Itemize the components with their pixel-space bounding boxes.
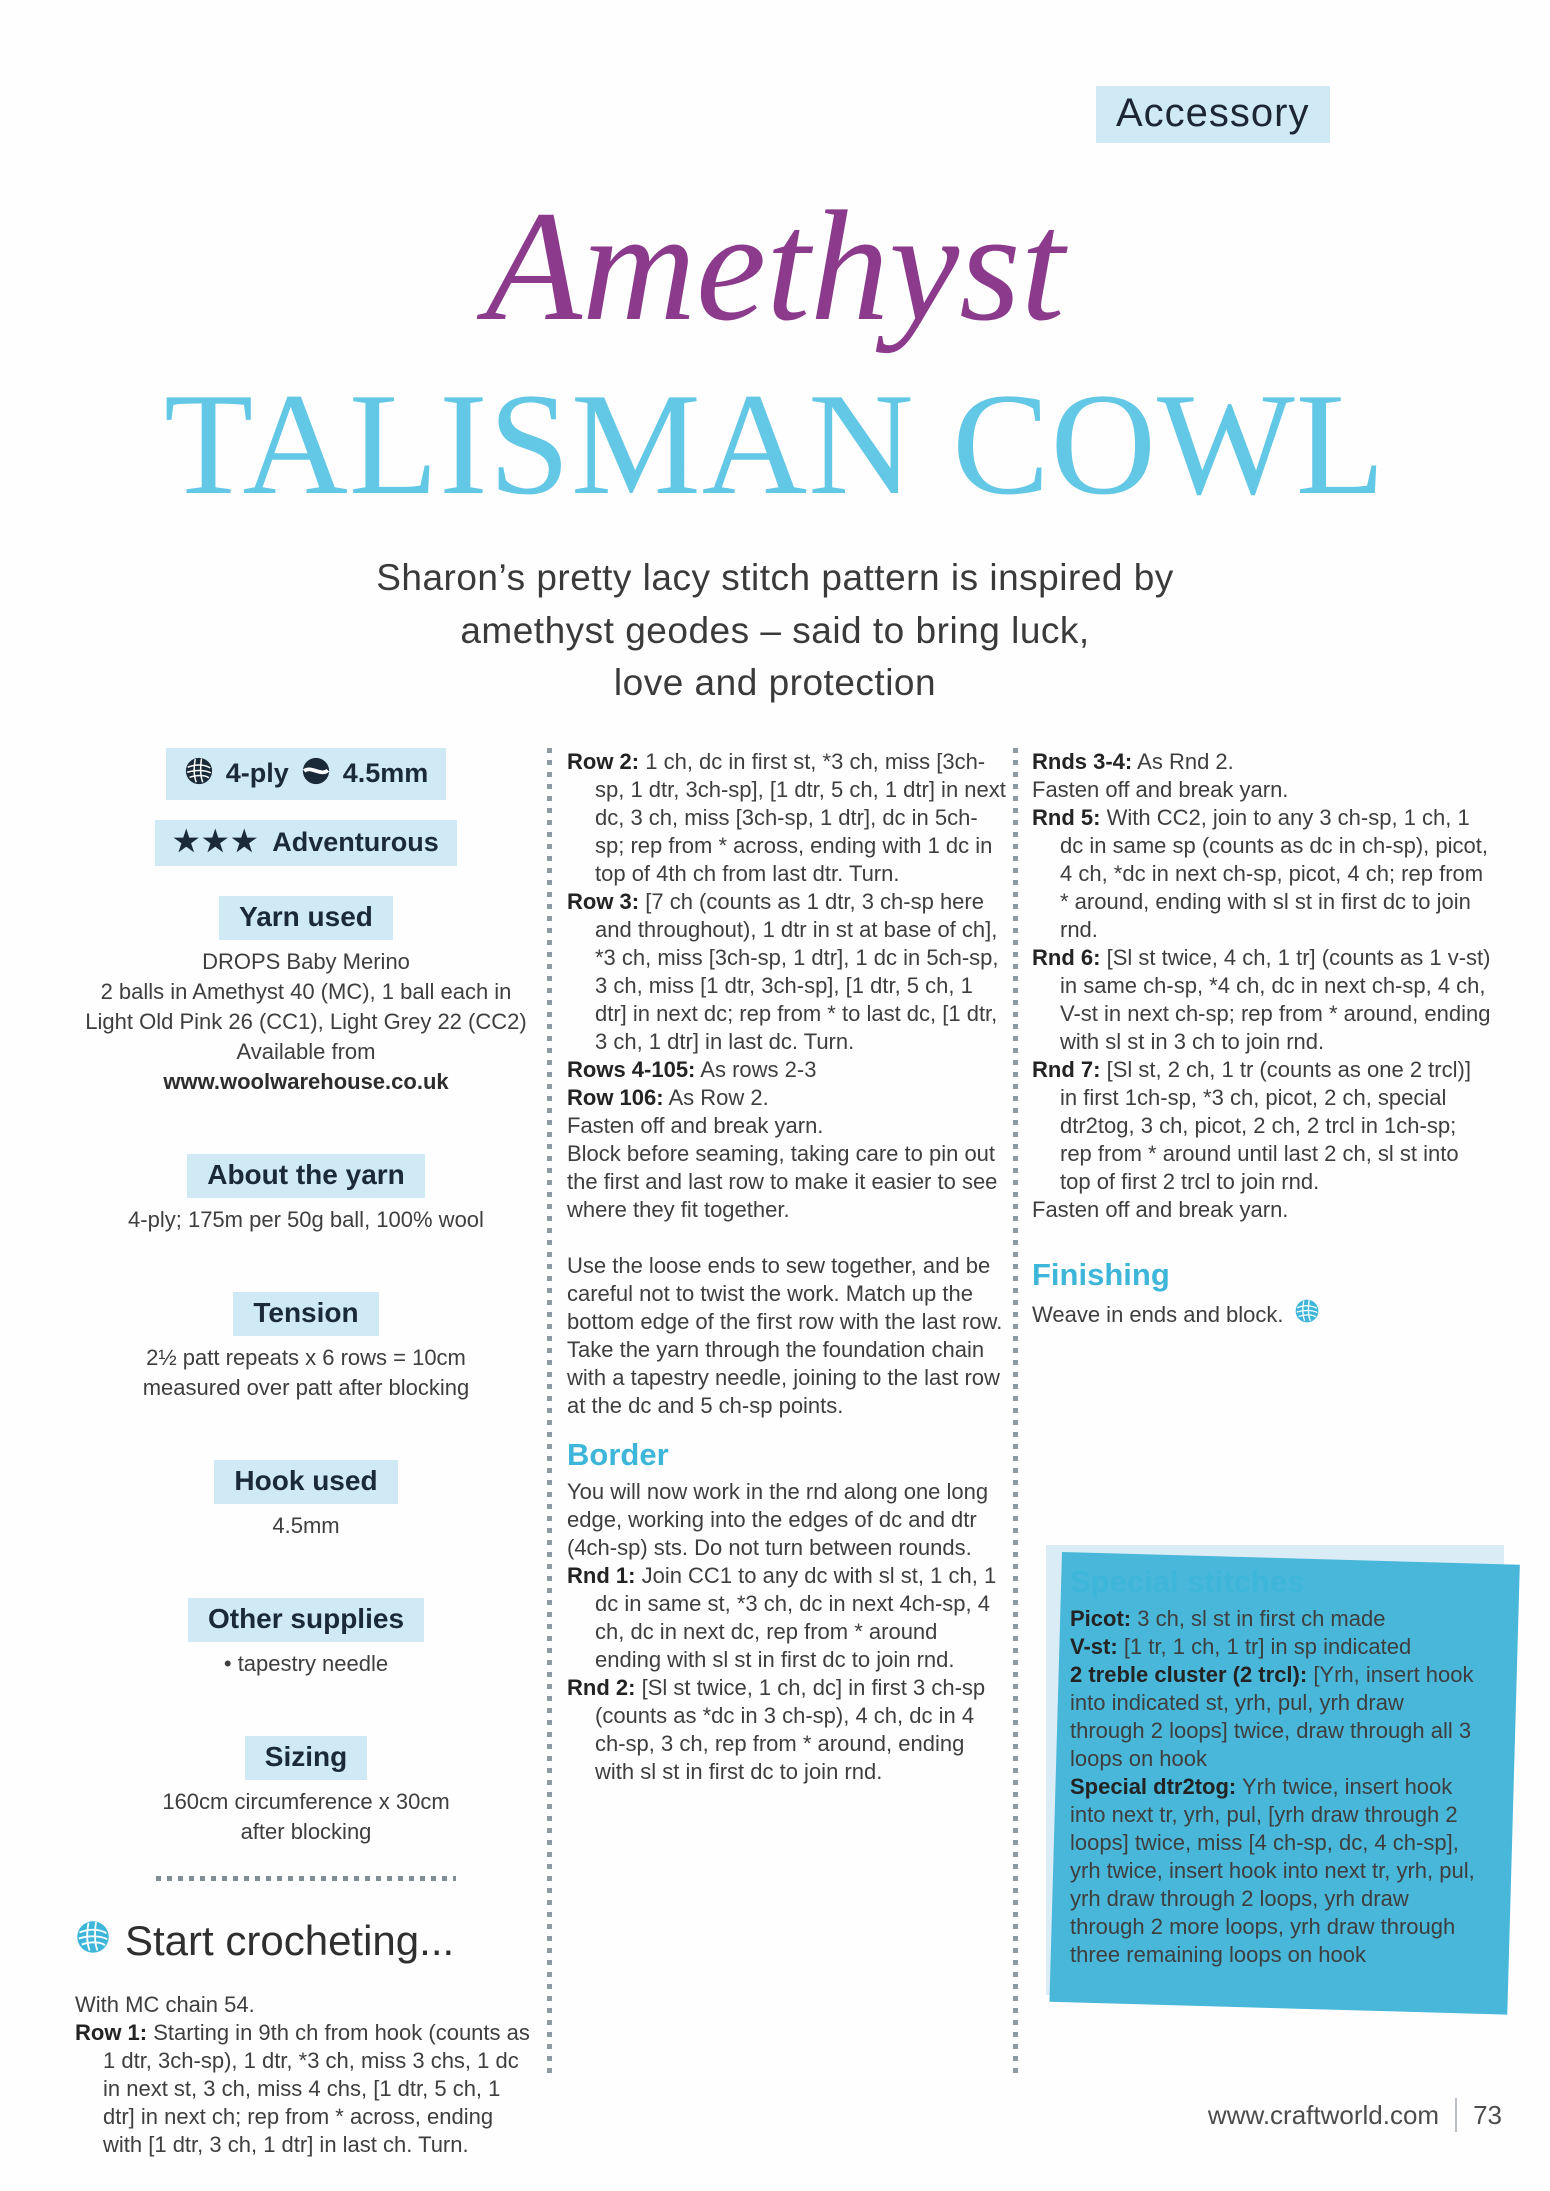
hook-used-text: 4.5mm bbox=[272, 1513, 340, 1538]
round-text: With CC2, join to any 3 ch-sp, 1 ch, 1 dc in same sp (counts as dc in ch-sp), picot, 4 ch, *dc in next ch-sp, picot, 4 ch; rep from * around, ending with sl st in first dc to join rnd. bbox=[1060, 805, 1488, 942]
round-label: Rnd 2: bbox=[567, 1675, 636, 1701]
pattern-paragraph bbox=[567, 888, 1007, 1056]
info-column bbox=[75, 748, 537, 2159]
star-icons: ★★★ bbox=[173, 826, 261, 858]
start-crocheting-heading bbox=[75, 1917, 537, 1965]
round-text: As Rnd 2. bbox=[1137, 749, 1234, 774]
stitch-label: Special dtr2tog: bbox=[1070, 1774, 1237, 1800]
round-label: Rnd 6: bbox=[1032, 945, 1101, 970]
yarn-line: Light Old Pink 26 (CC1), Light Grey 22 (CC2) bbox=[85, 1009, 527, 1034]
dotted-divider bbox=[156, 1876, 456, 1881]
section-heading-sizing: Sizing bbox=[245, 1736, 367, 1780]
stitch-text: Yrh twice, insert hook into next tr, yrh, pul, [yrh draw through 2 loops] twice, miss [4 ch-sp, dc, 4 ch-sp], yrh twice, insert hook into next tr, yrh, pul, yrh draw through 2 loops, yrh draw through 2 more loops, yrh draw through three remaining loops on hook bbox=[1070, 1774, 1475, 1968]
section-heading-other-supplies: Other supplies bbox=[188, 1598, 424, 1642]
column-divider bbox=[1013, 748, 1018, 2080]
bullet-icon: • bbox=[223, 1651, 232, 1676]
special-stitches-box bbox=[1046, 1545, 1504, 1995]
column-divider bbox=[547, 748, 552, 2080]
row-label: Rows 4-105: bbox=[567, 1057, 696, 1082]
yarn-line: 2 balls in Amethyst 40 (MC), 1 ball each in bbox=[100, 979, 512, 1004]
tension-line: measured over patt after blocking bbox=[142, 1375, 470, 1400]
row-text: Starting in 9th ch from hook (counts as 1 dtr, 3ch-sp), 1 dtr, *3 ch, miss 3 chs, 1 dc in next st, 3 ch, miss 4 chs, [1 dtr, 5 ch, 1 dtr] in next ch; rep from * across, ending with [1 dtr, 3 ch, 1 dtr] in last ch. Turn. bbox=[103, 2020, 530, 2158]
row-label: Row 2: bbox=[567, 749, 640, 774]
start-crocheting-label: Start crocheting... bbox=[125, 1917, 455, 1964]
round-text: [Sl st twice, 1 ch, dc] in first 3 ch-sp (counts as *dc in 3 ch-sp), 4 ch, dc in 4 ch-sp, 3 ch, rep from * around, ending with sl st in first dc to join rnd. bbox=[595, 1675, 986, 1785]
row-text: As Row 2. bbox=[668, 1085, 769, 1110]
difficulty-badge bbox=[155, 820, 457, 866]
subtitle bbox=[0, 552, 1550, 710]
pattern-paragraph: Fasten off and break yarn. bbox=[1032, 777, 1289, 802]
section-heading-about-yarn: About the yarn bbox=[187, 1154, 425, 1198]
row-text: As rows 2-3 bbox=[700, 1057, 817, 1082]
pattern-paragraph: Fasten off and break yarn. bbox=[1032, 1197, 1289, 1222]
sizing-line: 160cm circumference x 30cm bbox=[162, 1789, 450, 1814]
section-heading-tension: Tension bbox=[233, 1292, 378, 1336]
round-label: Rnd 1: bbox=[567, 1563, 636, 1589]
yarn-weight-badge bbox=[166, 748, 447, 800]
special-stitches-heading: Special stitches bbox=[1070, 1564, 1305, 1599]
pattern-paragraph bbox=[75, 2019, 537, 2159]
pattern-paragraph bbox=[567, 1084, 1007, 1112]
round-text: [Sl st twice, 4 ch, 1 tr] (counts as 1 v-st) in same ch-sp, *4 ch, dc in next ch-sp, 4 ch, V-st in next ch-sp; rep from * around, ending with sl st in 3 ch to join rnd. bbox=[1060, 945, 1491, 1054]
sizing-line: after blocking bbox=[240, 1819, 372, 1844]
round-label: Rnd 5: bbox=[1032, 805, 1101, 830]
row-label: Row 106: bbox=[567, 1085, 664, 1110]
hook-size-label: 4.5mm bbox=[342, 758, 429, 788]
pattern-paragraph: Block before seaming, taking care to pin out the first and last row to make it easier to see where they fit together. bbox=[567, 1141, 998, 1222]
stitch-label: Picot: bbox=[1070, 1606, 1132, 1632]
yarn-line: DROPS Baby Merino bbox=[202, 949, 410, 974]
pattern-paragraph: Use the loose ends to sew together, and be careful not to twist the work. Match up the bottom edge of the first row with the last row. Take the yarn through the foundation chain with a tapestry needle, joining to the last row at the dc and 5 ch-sp points. bbox=[567, 1253, 1003, 1418]
finishing-text: Weave in ends and block. bbox=[1032, 1301, 1284, 1327]
footer-divider bbox=[1455, 2098, 1457, 2132]
yarn-used-info bbox=[75, 948, 537, 1096]
round-text: [Sl st, 2 ch, 1 tr (counts as one 2 trcl)] in first 1ch-sp, *3 ch, picot, 2 ch, special dtr2tog, 3 ch, picot, 2 ch, 2 trcl in 1ch-sp; rep from * around until last 2 ch, sl st into top of first 2 trcl to join rnd. bbox=[1060, 1057, 1471, 1194]
pattern-paragraph: You will now work in the rnd along one long edge, working into the edges of dc and dtr (4ch-sp) sts. Do not turn between rounds. bbox=[567, 1479, 989, 1561]
pattern-column-middle bbox=[567, 748, 1007, 1786]
pattern-paragraph bbox=[1032, 804, 1494, 944]
yarn-ball-icon bbox=[75, 1917, 111, 1965]
stitch-label: V-st: bbox=[1070, 1634, 1118, 1660]
difficulty-label: Adventurous bbox=[272, 827, 439, 857]
footer-url: www.craftworld.com bbox=[1207, 2099, 1440, 2130]
finishing-heading: Finishing bbox=[1032, 1257, 1170, 1292]
yarn-ball-icon bbox=[1294, 1298, 1320, 1331]
stitch-definition bbox=[1070, 1661, 1480, 1773]
section-heading-hook-used: Hook used bbox=[214, 1460, 397, 1504]
supplies-item bbox=[75, 1650, 537, 1678]
stitch-text: [1 tr, 1 ch, 1 tr] in sp indicated bbox=[1123, 1634, 1412, 1660]
stitch-text: [Yrh, insert hook into indicated st, yrh, pul, yrh draw through 2 loops] twice, draw through all 3 loops on hook bbox=[1070, 1662, 1474, 1772]
pattern-paragraph bbox=[1032, 1056, 1494, 1196]
row-label: Row 3: bbox=[567, 889, 640, 914]
pattern-paragraph: With MC chain 54. bbox=[75, 1992, 255, 2018]
title-script: Amethyst bbox=[485, 179, 1065, 354]
page-number: 73 bbox=[1473, 2099, 1502, 2130]
round-label: Rnds 3-4: bbox=[1032, 749, 1133, 774]
stitch-definition bbox=[1070, 1633, 1480, 1661]
pattern-paragraph bbox=[1032, 944, 1494, 1056]
row-text: [7 ch (counts as 1 dtr, 3 ch-sp here and throughout), 1 dtr in st at base of ch], *3 ch, miss [3ch-sp, 1 dtr], 1 dc in 5ch-sp, 3 ch, miss [1 dtr, 3ch-sp], [1 dtr, 5 ch, 1 dtr] in next dc; rep from * to last dc, [1 dtr, 3 ch, 1 dtr] in last dc. Turn. bbox=[595, 889, 999, 1054]
yarn-ball-icon bbox=[184, 756, 214, 791]
crochet-hook-icon bbox=[301, 756, 331, 791]
tension-line: 2½ patt repeats x 6 rows = 10cm bbox=[146, 1345, 466, 1370]
round-label: Rnd 7: bbox=[1032, 1057, 1101, 1082]
pattern-paragraph bbox=[1032, 748, 1494, 776]
spacer bbox=[567, 1224, 1007, 1252]
round-text: Join CC1 to any dc with sl st, 1 ch, 1 dc in same st, *3 ch, dc in next 4ch-sp, 4 ch, dc in next dc, rep from * around ending with sl st in first dc to join rnd. bbox=[595, 1563, 997, 1673]
stitch-definition bbox=[1070, 1605, 1480, 1633]
finishing-text-row bbox=[1032, 1298, 1494, 1331]
section-heading-yarn-used: Yarn used bbox=[219, 896, 393, 940]
subtitle-line: Sharon’s pretty lacy stitch pattern is inspired by bbox=[376, 557, 1174, 598]
yarn-supplier-url: www.woolwarehouse.co.uk bbox=[163, 1069, 449, 1094]
subtitle-line: amethyst geodes – said to bring luck, bbox=[460, 609, 1090, 651]
about-yarn-text: 4-ply; 175m per 50g ball, 100% wool bbox=[128, 1207, 484, 1232]
yarn-weight-label: 4-ply bbox=[225, 758, 289, 788]
pattern-start bbox=[75, 1991, 537, 2159]
row-label: Row 1: bbox=[75, 2020, 148, 2046]
pattern-paragraph bbox=[567, 1562, 1007, 1674]
pattern-column-right bbox=[1032, 748, 1494, 1331]
pattern-paragraph bbox=[567, 1674, 1007, 1786]
yarn-line: Available from bbox=[236, 1039, 376, 1064]
pattern-paragraph: Fasten off and break yarn. bbox=[567, 1113, 824, 1138]
page-footer bbox=[1208, 2098, 1502, 2132]
row-text: 1 ch, dc in first st, *3 ch, miss [3ch-sp, 1 dtr, 3ch-sp], [1 dtr, 5 ch, 1 dtr] in next dc, 3 ch, miss [3ch-sp, 1 dtr], dc in 5ch-sp; rep from * across, ending with 1 dc in top of 4th ch from last dtr. Turn. bbox=[595, 749, 1006, 886]
pattern-paragraph bbox=[567, 1056, 1007, 1084]
stitch-definition bbox=[1070, 1773, 1480, 1969]
subtitle-line: love and protection bbox=[613, 662, 937, 704]
category-badge: Accessory bbox=[1096, 86, 1330, 143]
border-heading: Border bbox=[567, 1437, 669, 1472]
stitch-label: 2 treble cluster (2 trcl): bbox=[1070, 1662, 1308, 1688]
pattern-paragraph bbox=[567, 748, 1007, 888]
supplies-item-label: tapestry needle bbox=[237, 1651, 389, 1676]
stitch-text: 3 ch, sl st in first ch made bbox=[1137, 1606, 1386, 1632]
page-title: TALISMAN COWL bbox=[164, 363, 1386, 525]
